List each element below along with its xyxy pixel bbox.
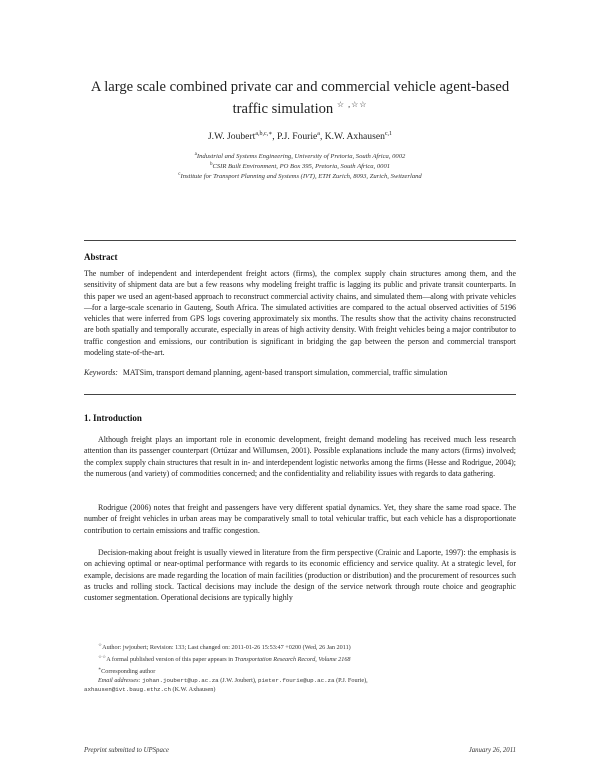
footnote-mark: ∗: [98, 666, 102, 672]
abstract-bottom-rule: [84, 394, 516, 395]
author-name: P.J. Fourie: [277, 131, 318, 143]
footnote-text: Corresponding author: [101, 668, 156, 676]
author-affiliation-mark: c,1: [384, 131, 393, 137]
affiliation-mark: c: [178, 172, 181, 177]
affiliation-text: Institute for Transport Planning and Systems (IVT), ETH Zurich, 8093, Zurich, Switzerland: [180, 173, 422, 181]
email-link[interactable]: axhausen@ivt.baug.ethz.ch: [84, 686, 171, 694]
author-affiliation-mark: a,b,c,∗: [255, 131, 273, 137]
footnote: [84, 640, 516, 652]
abstract-top-rule: [84, 240, 516, 241]
title-line-1: A large scale combined private car and commercial vehicle agent-based: [90, 79, 510, 95]
footer-date: January 26, 2011: [468, 747, 516, 754]
keywords-text: MATSim, transport demand planning, agent-based transport simulation, commercial, traffic simulation: [122, 368, 448, 377]
email-link[interactable]: johan.joubert@up.ac.za: [142, 677, 219, 685]
title-line-2-text: traffic simulation: [232, 100, 334, 117]
intro-paragraph: Decision-making about freight is usually viewed in literature from the firm perspective (Crainic and Laporte, 1997): the emphasis is on achieving optimal or near-optimal performance with regards to its economic efficiency and service quality. At a strategic level, for example, decisions are made regarding the location of main facilities (production or distribution) and the procurement of resources such as trucks and rolling stock. Tactical decisions may include the design of the service network through route choice and geographic customer segmentation. Operational decisions are typically highly: [84, 548, 516, 603]
affiliation-mark: a: [194, 152, 197, 157]
intro-paragraph: Although freight plays an important role in economic development, freight demand modeling has received much less research attention than its passenger counterpart (Ortúzar and Willumsen, 2001). Possible explanations include the many actors (firms) involved; the complex supply chain structures that result in in- and interdependent logistic networks among the firms (Hesse and Rodrigue, 2004); the numerous (and variety) of commodities concerned; and the confidentiality and reliability issues with regards to data gathering.: [84, 435, 516, 478]
journal-name: Transportation Research Record, Volume 2168: [234, 656, 351, 664]
section-heading-introduction: 1. Introduction: [84, 413, 142, 423]
footnote: [84, 652, 516, 664]
title-line-2: [80, 96, 520, 118]
email-owner: (K.W. Axhausen): [170, 686, 216, 694]
keywords: [84, 367, 516, 378]
email-link[interactable]: pieter.fourie@up.ac.za: [257, 677, 335, 685]
email-owner: (P.J. Fourie),: [334, 677, 368, 685]
footnote-text: A formal published version of this paper appears in: [106, 656, 235, 664]
footnote-mark: ☆☆: [98, 654, 107, 660]
abstract-text: The number of independent and interdependent freight actors (firms), the complex supply chain structures among them, and the sensitivity of shipment data are but a few reasons why modeling freight traffic is lagging its public and private transit counterparts. In this paper we used an agent-based approach to reconstruct commercial activity chains, and simulated them—along with private vehicles—for a large-scale scenario in Gauteng, South Africa. The simulated activities are compared to the actual observed activities of 5196 vehicles that were inferred from GPS logs covering approximately six months. The results show that the activity chains reconstructed are both spatially and temporally accurate, especially in areas of high activity density. With freight vehicles being a major contributor to traffic congestion and emissions, our contribution is significant in bridging the gap between the person and commercial transport modeling state-of-the-art.: [84, 269, 516, 358]
email-label: Email addresses:: [98, 677, 141, 685]
email-owner: (J.W. Joubert),: [218, 677, 258, 685]
keywords-label: Keywords:: [84, 368, 118, 377]
author-name: J.W. Joubert: [207, 131, 256, 143]
footnote-text: Author: jwjoubert; Revision: 133; Last changed on: 2011-01-26 15:53:47 +0200 (Wed, 26 Jan 2011): [102, 644, 351, 652]
affiliation-text: Industrial and Systems Engineering, University of Pretoria, South Africa, 0002: [196, 153, 406, 161]
author-affiliation-mark: a: [317, 131, 320, 137]
title-footnote-marks: ☆ ,☆☆: [336, 100, 368, 109]
affiliation-mark: b: [209, 162, 213, 167]
footer-preprint-note: Preprint submitted to UPSpace: [84, 747, 169, 754]
footnotes: [84, 640, 516, 694]
affiliation: [0, 162, 600, 170]
affiliation: [0, 152, 600, 160]
abstract-heading: Abstract: [84, 252, 118, 262]
affiliation: [0, 172, 600, 180]
author-name: K.W. Axhausen: [324, 131, 385, 143]
affiliation-text: CSIR Built Environment, PO Box 395, Pretoria, South Africa, 0001: [212, 163, 391, 171]
email-footnote: [84, 676, 516, 685]
intro-paragraph: Rodrigue (2006) notes that freight and passengers have very different spatial dynamics. Yet, they share the same road space. The number of freight vehicles in urban areas may be comparatively small to total vehicular traffic, but each vehicle has a disproportionate contribution to certain emissions and traffic congestion.: [84, 503, 516, 535]
paper-title: [80, 78, 520, 118]
author-list: J.W. Joubert$^{a,b,c,∗}$, P.J. Fourie$^a$, K.W. Axhausen$^{c,1}$: [207, 131, 393, 143]
footnote: [84, 664, 516, 676]
email-footnote-continued: [84, 685, 516, 694]
footnote-mark: ☆: [98, 642, 103, 647]
